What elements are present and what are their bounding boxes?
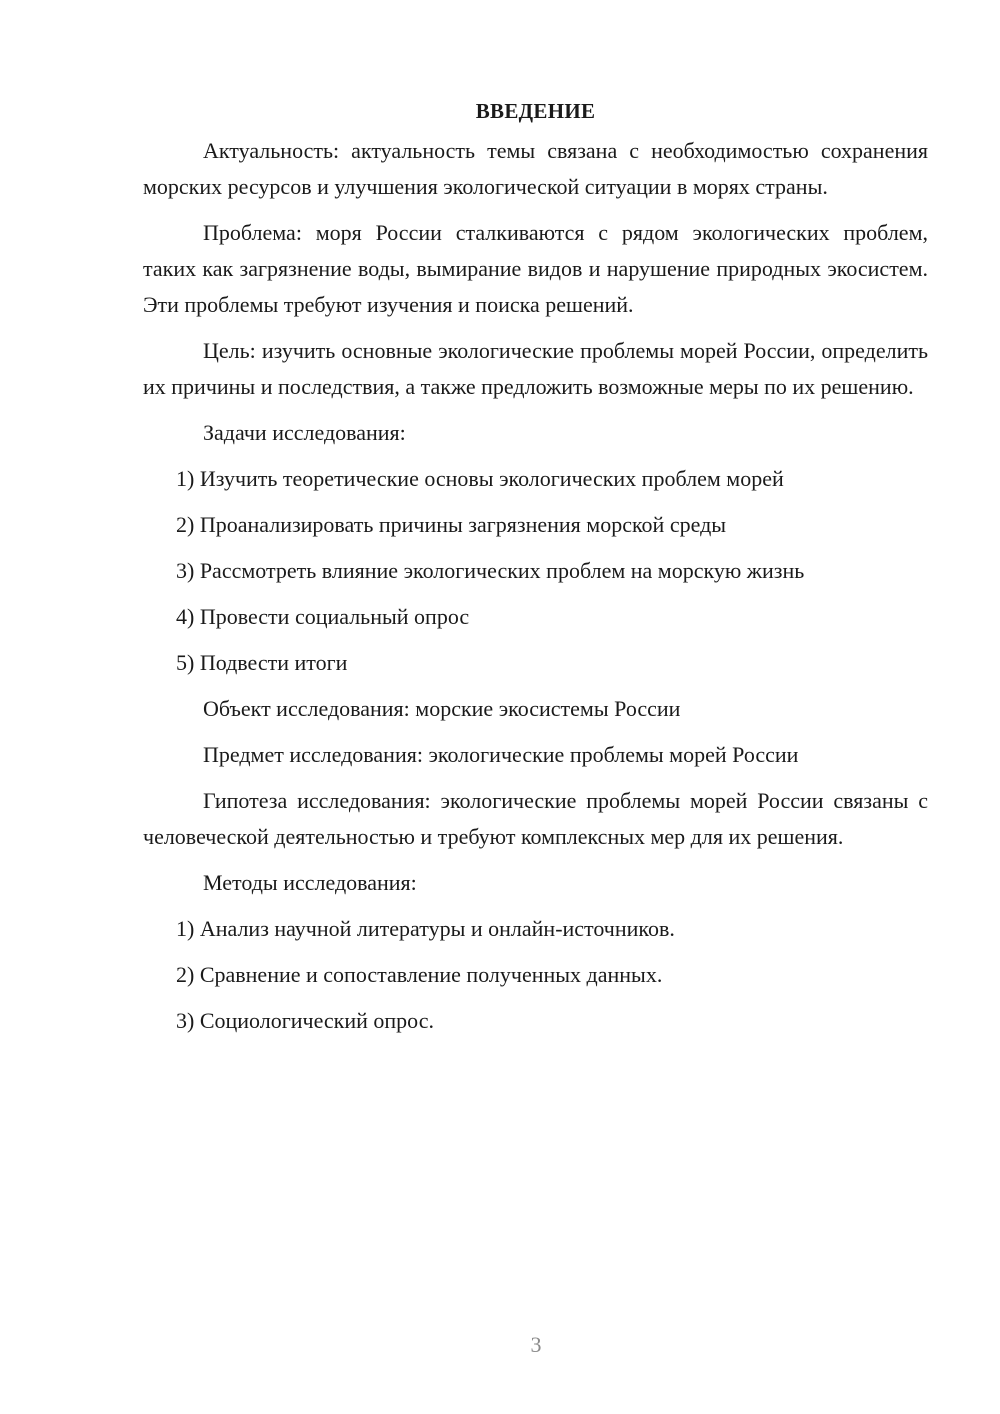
hypothesis-paragraph: Гипотеза исследования: экологические проблемы морей России связаны с человеческой деятельностью и требуют комплексных мер для их решения.: [143, 788, 928, 849]
object-line: Объект исследования: морские экосистемы России: [203, 696, 681, 721]
section-title: ВВЕДЕНИЕ: [475, 99, 596, 123]
subject-line: Предмет исследования: экологические проблемы морей России: [203, 742, 799, 767]
methods-heading: Методы исследования:: [203, 870, 417, 895]
method-item: 1) Анализ научной литературы и онлайн-источников.: [176, 916, 675, 941]
task-item: 1) Изучить теоретические основы экологических проблем морей: [176, 466, 784, 491]
page-content: [143, 93, 928, 1049]
task-item: 4) Провести социальный опрос: [176, 604, 470, 629]
page-number: 3: [530, 1332, 542, 1357]
goal-paragraph: Цель: изучить основные экологические проблемы морей России, определить их причины и последствия, а также предложить возможные меры по их решению.: [143, 338, 928, 399]
tasks-heading: Задачи исследования:: [203, 420, 406, 445]
problem-paragraph: Проблема: моря России сталкиваются с рядом экологических проблем, таких как загрязнение воды, вымирание видов и нарушение природных экосистем. Эти проблемы требуют изучения и поиска решений.: [143, 220, 928, 317]
method-item: 3) Социологический опрос.: [176, 1008, 434, 1033]
task-item: 3) Рассмотреть влияние экологических проблем на морскую жизнь: [176, 558, 805, 583]
relevance-paragraph: Актуальность: актуальность темы связана с необходимостью сохранения морских ресурсов и улучшения экологической ситуации в морях страны.: [143, 138, 928, 199]
method-item: 2) Сравнение и сопоставление полученных данных.: [176, 962, 663, 987]
task-item: 5) Подвести итоги: [176, 650, 348, 675]
task-item: 2) Проанализировать причины загрязнения морской среды: [176, 512, 727, 537]
